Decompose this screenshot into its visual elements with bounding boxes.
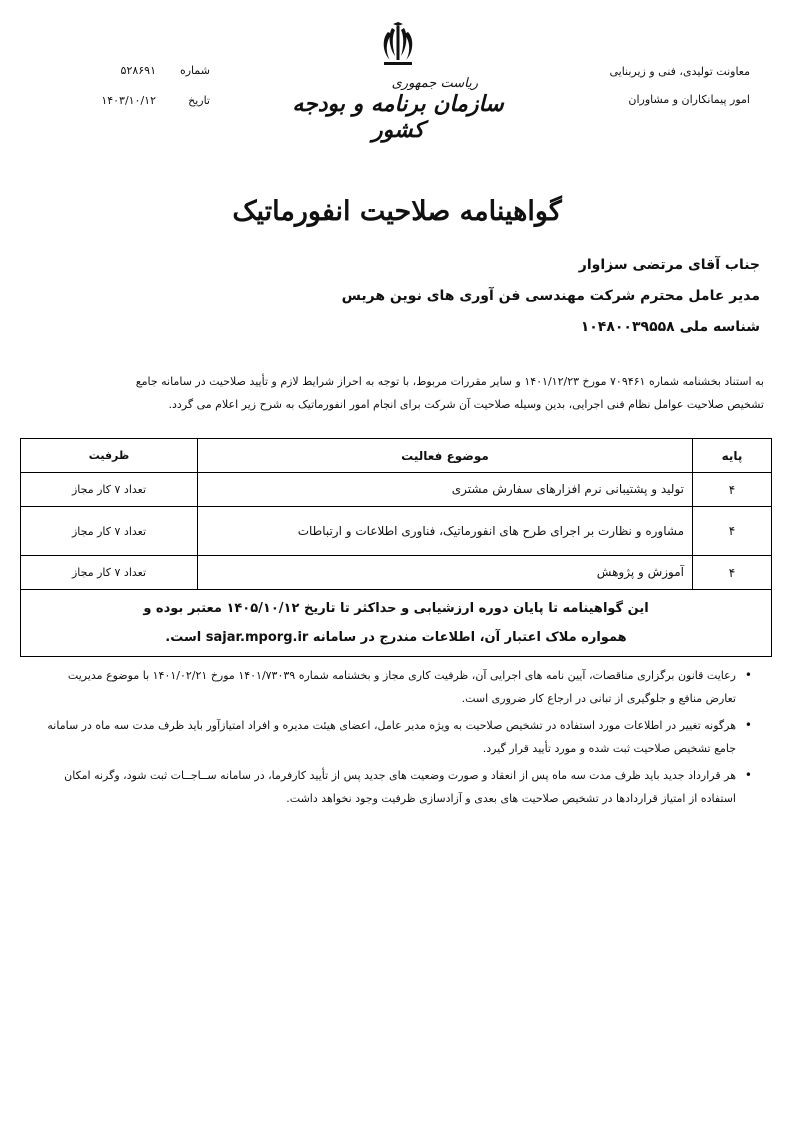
intro-line1: به استناد بخشنامه شماره ۷۰۹۴۶۱ مورخ ۱۴۰۱/۱۲/۲۳ و سایر مقررات مربوط، با توجه به احراز شرایط لازم و تأیید صلاحیت در سامانه جامع: [135, 375, 764, 388]
addressee-position: مدیر عامل محترم شرکت مهندسی فن آوری های نوین هریس: [341, 288, 760, 304]
list-item: • رعایت قانون برگزاری مناقصات، آیین نامه های اجرایی آن، ظرفیت کاری مجاز و بخشنامه شماره ۱۴۰۱/۷۳۰۳۹ مورخ ۱۴۰۱/۰۲/۲۱ با موضوع مدیریت تعارض منافع و جلوگیری از تبانی در ارجاع کار ضروری است.: [38, 664, 736, 710]
validity-note: [21, 590, 772, 657]
row-capacity: تعداد ۷ کار مجاز: [21, 473, 198, 507]
header-org-line2: امور پیمانکاران و مشاوران: [628, 93, 750, 106]
date-value: ۱۴۰۳/۱۰/۱۲: [101, 94, 156, 107]
table-row: [21, 556, 772, 590]
document-title: گواهینامه صلاحیت انفورماتیک: [232, 196, 562, 227]
row-base: ۴: [693, 473, 772, 507]
logo-organization-text: سازمان برنامه و بودجه کشور: [292, 91, 504, 143]
row-subject: آموزش و پژوهش: [198, 556, 693, 590]
header-org-block: [510, 58, 750, 114]
row-capacity: تعداد ۷ کار مجاز: [21, 507, 198, 556]
header-ref-block: [90, 56, 210, 116]
validity-note-line1: این گواهینامه تا پایان دوره ارزشیابی و حداکثر تا تاریخ ۱۴۰۵/۱۰/۱۲ معتبر بوده و: [143, 601, 649, 616]
competency-table: [20, 438, 772, 657]
row-base: ۴: [693, 507, 772, 556]
list-item: • هر قرارداد جدید باید ظرف مدت سه ماه پس از انعقاد و صورت وضعیت های جدید پس از تأیید کارفرما، در سامانه ســاجــات ثبت شود، وگرنه امکان استفاده از امتیاز قراردادها در تشخیص صلاحیت های بعدی و آزادسازی ظرفیت وجود نخواهد داشت.: [38, 764, 736, 810]
validity-note-line2: همواره ملاک اعتبار آن، اطلاعات مندرج در سامانه sajar.mporg.ir است.: [165, 630, 627, 645]
national-id: شناسه ملی ۱۰۴۸۰۰۳۹۵۵۸: [580, 319, 760, 335]
list-item: • هرگونه تغییر در اطلاعات مورد استفاده در تشخیص صلاحیت به ویژه مدیر عامل، اعضای هیئت مدیره و افراد امتیازآور باید ظرف مدت سه ماه در سامانه جامع تشخیص صلاحیت ثبت شده و مورد تأیید قرار گیرد.: [38, 714, 736, 760]
table-header-row: [21, 439, 772, 473]
validity-note-row: [21, 590, 772, 657]
row-subject: مشاوره و نظارت بر اجرای طرح های انفورماتیک، فناوری اطلاعات و ارتباطات: [198, 507, 693, 556]
number-label: شماره: [179, 64, 210, 77]
table-row: [21, 473, 772, 507]
date-label: تاریخ: [188, 94, 210, 107]
header-org-line1: معاونت تولیدی، فنی و زیربنایی: [609, 65, 750, 78]
row-subject: تولید و پشتیبانی نرم افزارهای سفارش مشتری: [198, 473, 693, 507]
intro-paragraph: [26, 370, 764, 416]
header-subject: موضوع فعالیت: [198, 439, 693, 473]
header-capacity: ظرفیت: [21, 439, 198, 473]
header-base: پایه: [693, 439, 772, 473]
date-row: [90, 86, 210, 116]
table-row: [21, 507, 772, 556]
organization-logo: [288, 22, 508, 143]
intro-line2: تشخیص صلاحیت عوامل نظام فنی اجرایی، بدین وسیله صلاحیت آن شرکت برای انجام امور انفورماتیک به شرح زیر اعلام می گردد.: [168, 398, 764, 411]
iran-emblem-icon: [376, 22, 420, 74]
logo-presidency-text: ریاست جمهوری: [391, 76, 478, 91]
conditions-list: [38, 664, 754, 814]
addressee-name: جناب آقای مرتضی سزاوار: [578, 257, 760, 273]
number-row: [90, 56, 210, 86]
number-value: ۵۲۸۶۹۱: [120, 64, 156, 77]
row-capacity: تعداد ۷ کار مجاز: [21, 556, 198, 590]
addressee-block: [240, 250, 760, 343]
row-base: ۴: [693, 556, 772, 590]
